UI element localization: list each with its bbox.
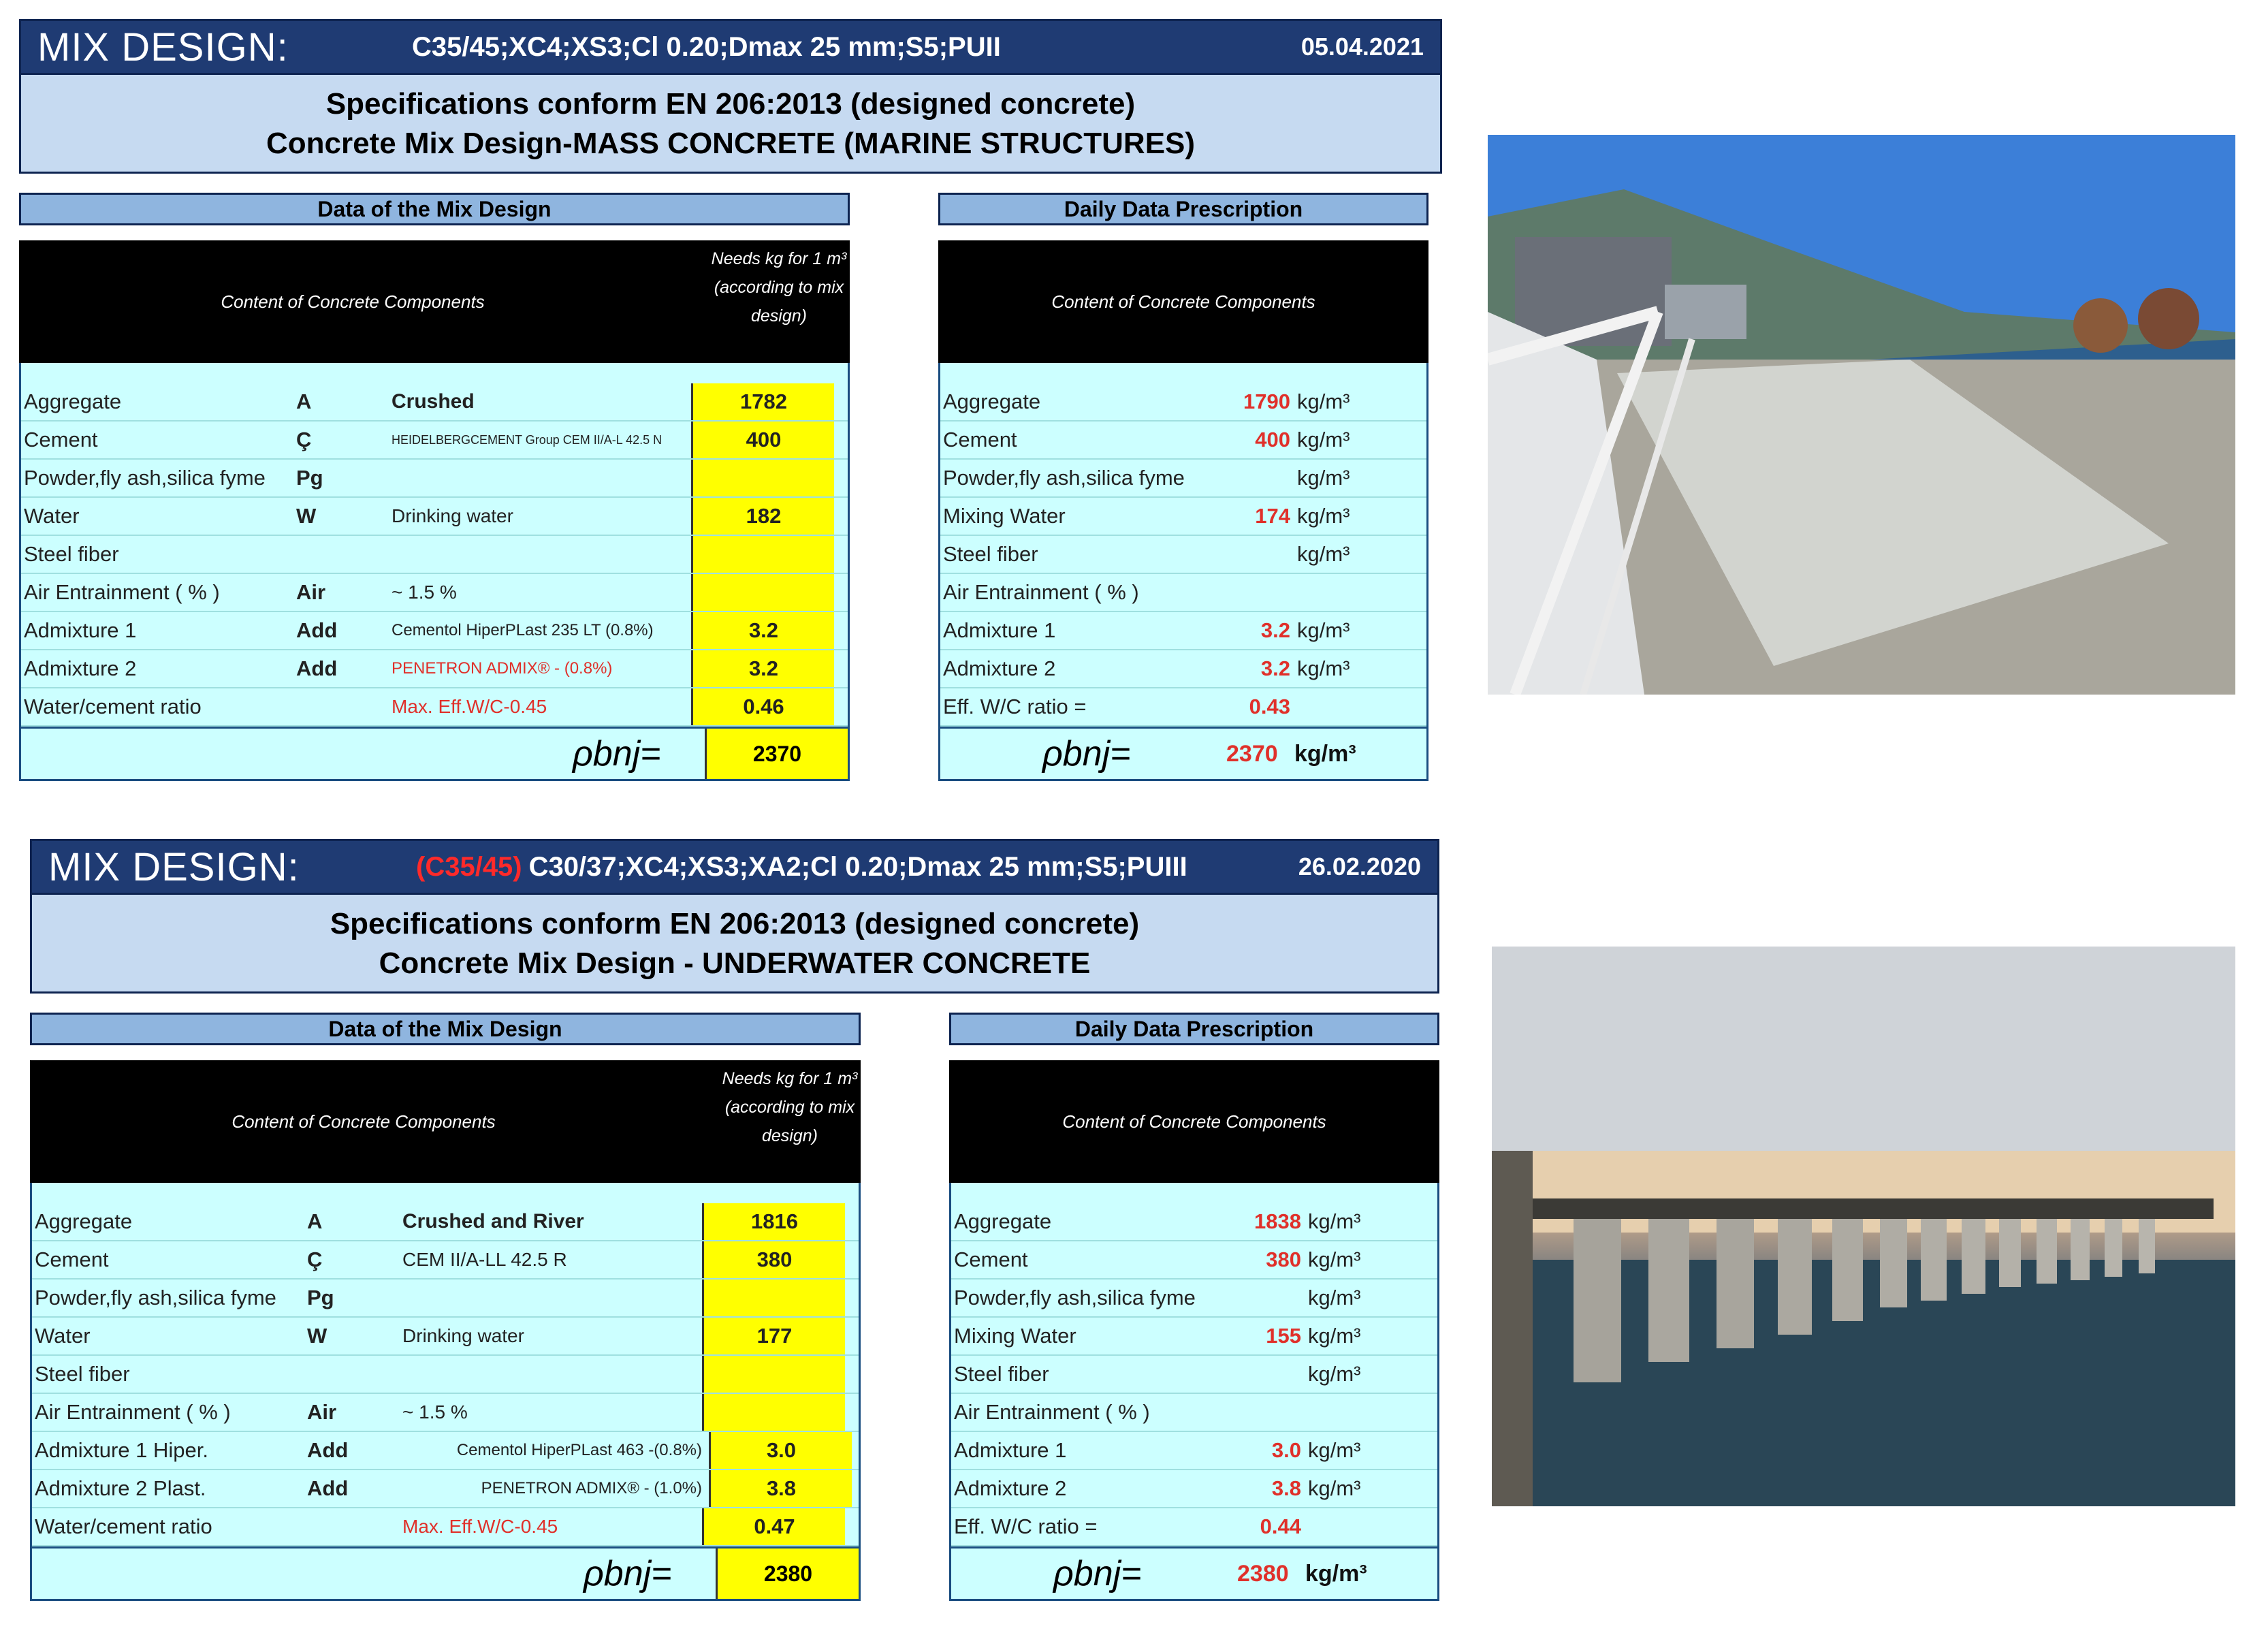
- component-type: Crushed and River: [402, 1210, 584, 1233]
- table-row: [940, 383, 1426, 422]
- component-name: Water: [35, 1324, 91, 1348]
- title-box: [19, 75, 1442, 174]
- needs-label: Needs kg for 1 m³ (according to mix design): [707, 240, 850, 363]
- prescription-unit: kg/m³: [1308, 1248, 1361, 1271]
- prescription-value: 3.2: [1260, 656, 1290, 680]
- prescription-unit: kg/m³: [1297, 656, 1350, 680]
- mix-design-sheet-underwater: [30, 839, 1439, 1632]
- prescription-unit: kg/m³: [1308, 1438, 1361, 1462]
- component-type: PENETRON ADMIX® - (1.0%): [481, 1479, 702, 1497]
- prescription-value: 174: [1255, 504, 1290, 528]
- table-row: [951, 1241, 1437, 1280]
- prescription-name: Cement: [943, 428, 1017, 451]
- table-row: [21, 536, 848, 574]
- table-row: [21, 574, 848, 612]
- prescription-unit: kg/m³: [1308, 1362, 1361, 1386]
- data-blocks: [19, 193, 1442, 792]
- prescription-rows: [938, 363, 1428, 727]
- component-symbol: Ç: [296, 428, 312, 451]
- spec-text: C30/37;XC4;XS3;XA2;Cl 0.20;Dmax 25 mm;S5;PUIII: [528, 851, 1187, 882]
- prescription-unit: kg/m³: [1297, 542, 1350, 566]
- prescription-value: 3.2: [1260, 618, 1290, 642]
- component-type: CEM II/A-LL 42.5 R: [402, 1249, 567, 1270]
- section-title: Daily Data Prescription: [949, 1013, 1439, 1045]
- prescription-name: Eff. W/C ratio =: [954, 1514, 1098, 1538]
- prescription-unit: kg/m³: [1297, 504, 1350, 528]
- components-header: [949, 1060, 1439, 1183]
- component-need: [691, 536, 834, 573]
- underwater-piles-photo: [1492, 947, 2235, 1506]
- component-type: Crushed: [392, 390, 475, 413]
- density-label: ρbnj=: [1053, 1554, 1142, 1593]
- density-row: [19, 727, 850, 781]
- density-label: ρbnj=: [573, 734, 661, 774]
- prescription-unit: kg/m³: [1308, 1286, 1361, 1309]
- components-label: Content of Concrete Components: [1062, 1111, 1326, 1132]
- density-value: 2380: [716, 1548, 859, 1599]
- component-name: Air Entrainment ( % ): [35, 1400, 231, 1424]
- mix-design-data-block: [19, 193, 850, 792]
- prescription-name: Aggregate: [943, 390, 1041, 413]
- table-row: [940, 612, 1426, 650]
- construction-site-illustration: [1488, 135, 2235, 695]
- sheet-header: [30, 839, 1439, 895]
- prescription-unit: kg/m³: [1297, 390, 1350, 413]
- component-name: Aggregate: [35, 1209, 133, 1233]
- component-symbol: Pg: [307, 1286, 334, 1309]
- design-date: 26.02.2020: [1298, 853, 1421, 880]
- component-type: Max. Eff.W/C-0.45: [402, 1516, 558, 1537]
- component-symbol: Add: [296, 618, 338, 642]
- prescription-value: 1838: [1254, 1209, 1301, 1233]
- density-value: 2370: [1226, 740, 1278, 767]
- components-header: [19, 240, 850, 363]
- component-need: 3.2: [691, 612, 834, 649]
- prescription-unit: kg/m³: [1308, 1476, 1361, 1500]
- prescription-rows: [949, 1183, 1439, 1546]
- density-value: 2370: [705, 729, 848, 779]
- component-need: 0.47: [702, 1508, 845, 1545]
- components-header: [30, 1060, 861, 1183]
- component-name: Powder,fly ash,silica fyme: [24, 466, 266, 490]
- prescription-unit: kg/m³: [1297, 466, 1350, 490]
- table-row: [21, 612, 848, 650]
- table-row: [21, 688, 848, 727]
- prescription-name: Cement: [954, 1248, 1028, 1271]
- component-symbol: Add: [307, 1476, 349, 1500]
- component-name: Admixture 1: [24, 618, 137, 642]
- table-row: [21, 650, 848, 688]
- component-symbol: A: [307, 1209, 323, 1233]
- table-row: [951, 1508, 1437, 1546]
- table-row: [940, 574, 1426, 612]
- daily-prescription-block: [938, 193, 1428, 792]
- component-need: 177: [702, 1318, 845, 1354]
- density-row: [949, 1546, 1439, 1601]
- component-type: Max. Eff.W/C-0.45: [392, 696, 547, 717]
- component-name: Cement: [35, 1248, 109, 1271]
- component-name: Water/cement ratio: [24, 695, 202, 718]
- prescription-name: Mixing Water: [943, 504, 1066, 528]
- component-symbol: W: [307, 1324, 328, 1348]
- prescription-unit: kg/m³: [1308, 1324, 1361, 1348]
- component-symbol: Air: [307, 1400, 337, 1424]
- component-need: 400: [691, 422, 834, 458]
- title-box: [30, 895, 1439, 994]
- mix-design-label: MIX DESIGN:: [48, 844, 300, 889]
- table-row: [940, 650, 1426, 688]
- table-row: [32, 1280, 859, 1318]
- table-row: [21, 498, 848, 536]
- component-type: ~ 1.5 %: [392, 582, 457, 603]
- prescription-value: 3.8: [1271, 1476, 1301, 1500]
- density-unit: kg/m³: [1294, 740, 1356, 767]
- component-name: Aggregate: [24, 390, 122, 413]
- prescription-name: Air Entrainment ( % ): [954, 1400, 1150, 1424]
- table-row: [940, 536, 1426, 574]
- table-row: [940, 460, 1426, 498]
- title-line-1: Specifications conform EN 206:2013 (designed concrete): [330, 907, 1140, 940]
- prescription-name: Powder,fly ash,silica fyme: [943, 466, 1185, 490]
- component-symbol: Ç: [307, 1248, 323, 1271]
- component-need: 182: [691, 498, 834, 535]
- spec-text: C35/45;XC4;XS3;Cl 0.20;Dmax 25 mm;S5;PUII: [412, 31, 1001, 62]
- mix-design-label: MIX DESIGN:: [37, 25, 289, 69]
- prescription-value: 0.43: [1249, 695, 1290, 718]
- component-need: [702, 1356, 845, 1393]
- prescription-name: Powder,fly ash,silica fyme: [954, 1286, 1196, 1309]
- component-need: 0.46: [691, 688, 834, 725]
- table-row: [951, 1470, 1437, 1508]
- prescription-value: 0.44: [1260, 1514, 1301, 1538]
- mix-design-data-block: [30, 1013, 861, 1612]
- table-row: [21, 422, 848, 460]
- component-name: Steel fiber: [35, 1362, 130, 1386]
- components-label: Content of Concrete Components: [221, 291, 485, 312]
- component-name: Powder,fly ash,silica fyme: [35, 1286, 276, 1309]
- component-name: Admixture 1 Hiper.: [35, 1438, 208, 1462]
- table-row: [951, 1432, 1437, 1470]
- density-row: [938, 727, 1428, 781]
- component-rows: [30, 1183, 861, 1546]
- table-row: [951, 1203, 1437, 1241]
- component-type: Drinking water: [402, 1325, 524, 1346]
- design-date: 05.04.2021: [1300, 33, 1424, 61]
- component-type: ~ 1.5 %: [402, 1401, 468, 1423]
- components-header: [938, 240, 1428, 363]
- table-row: [32, 1241, 859, 1280]
- concrete-spec: [405, 32, 1301, 63]
- concrete-spec: [416, 852, 1298, 883]
- prescription-name: Admixture 1: [943, 618, 1056, 642]
- component-name: Air Entrainment ( % ): [24, 580, 220, 604]
- section-title: Data of the Mix Design: [30, 1013, 861, 1045]
- table-row: [951, 1280, 1437, 1318]
- prescription-name: Eff. W/C ratio =: [943, 695, 1087, 718]
- prescription-value: 155: [1266, 1324, 1301, 1348]
- component-type: PENETRON ADMIX® - (0.8%): [392, 659, 613, 678]
- table-row: [32, 1394, 859, 1432]
- component-rows: [19, 363, 850, 727]
- table-row: [32, 1508, 859, 1546]
- table-row: [940, 688, 1426, 727]
- component-need: 3.2: [691, 650, 834, 687]
- component-need: [691, 574, 834, 611]
- table-row: [32, 1318, 859, 1356]
- prescription-value: 1790: [1243, 390, 1290, 413]
- table-row: [21, 383, 848, 422]
- component-need: 1782: [691, 383, 834, 420]
- density-unit: kg/m³: [1305, 1560, 1367, 1587]
- component-need: [702, 1280, 845, 1316]
- prescription-unit: kg/m³: [1297, 618, 1350, 642]
- section-title: Data of the Mix Design: [19, 193, 850, 225]
- prescription-unit: kg/m³: [1297, 428, 1350, 451]
- component-name: Admixture 2: [24, 656, 137, 680]
- component-symbol: A: [296, 390, 312, 413]
- component-need: 380: [702, 1241, 845, 1278]
- components-label: Content of Concrete Components: [1051, 291, 1315, 312]
- density-value: 2380: [1237, 1560, 1289, 1587]
- daily-prescription-block: [949, 1013, 1439, 1612]
- title-line-1: Specifications conform EN 206:2013 (designed concrete): [325, 87, 1136, 121]
- prescription-name: Mixing Water: [954, 1324, 1076, 1348]
- table-row: [951, 1394, 1437, 1432]
- underwater-piles-illustration: [1492, 947, 2235, 1506]
- prescription-name: Steel fiber: [954, 1362, 1049, 1386]
- table-row: [951, 1356, 1437, 1394]
- table-row: [32, 1470, 859, 1508]
- prescription-name: Aggregate: [954, 1209, 1052, 1233]
- table-row: [32, 1356, 859, 1394]
- component-name: Cement: [24, 428, 98, 451]
- table-row: [940, 422, 1426, 460]
- table-row: [32, 1203, 859, 1241]
- prescription-value: 3.0: [1271, 1438, 1301, 1462]
- component-need: [702, 1394, 845, 1431]
- prescription-name: Admixture 2: [943, 656, 1056, 680]
- component-need: 1816: [702, 1203, 845, 1240]
- component-type: HEIDELBERGCEMENT Group CEM II/A-L 42.5 N: [392, 433, 662, 447]
- component-symbol: Add: [307, 1438, 349, 1462]
- density-label: ρbnj=: [584, 1554, 672, 1593]
- prescription-name: Air Entrainment ( % ): [943, 580, 1139, 604]
- component-name: Water: [24, 504, 80, 528]
- title-line-2: Concrete Mix Design-MASS CONCRETE (MARINE STRUCTURES): [266, 127, 1196, 160]
- old-strength-class: (C35/45): [416, 851, 522, 882]
- component-name: Admixture 2 Plast.: [35, 1476, 206, 1500]
- prescription-name: Admixture 1: [954, 1438, 1067, 1462]
- prescription-value: 380: [1266, 1248, 1301, 1271]
- table-row: [951, 1318, 1437, 1356]
- component-symbol: Air: [296, 580, 326, 604]
- component-need: 3.0: [709, 1432, 852, 1469]
- prescription-value: 400: [1255, 428, 1290, 451]
- component-name: Water/cement ratio: [35, 1514, 212, 1538]
- prescription-name: Admixture 2: [954, 1476, 1067, 1500]
- section-title: Daily Data Prescription: [938, 193, 1428, 225]
- mix-design-sheet-marine: [19, 19, 1442, 812]
- component-need: [691, 460, 834, 496]
- table-row: [32, 1432, 859, 1470]
- component-symbol: Add: [296, 656, 338, 680]
- needs-label: Needs kg for 1 m³ (according to mix design): [718, 1060, 861, 1183]
- component-type: Cementol HiperPLast 235 LT (0.8%): [392, 621, 654, 639]
- data-blocks: [30, 1013, 1439, 1612]
- density-row: [30, 1546, 861, 1601]
- table-row: [21, 460, 848, 498]
- component-symbol: W: [296, 504, 317, 528]
- component-symbol: Pg: [296, 466, 323, 490]
- prescription-unit: kg/m³: [1308, 1209, 1361, 1233]
- sheet-header: [19, 19, 1442, 75]
- construction-site-photo: [1488, 135, 2235, 695]
- title-line-2: Concrete Mix Design - UNDERWATER CONCRETE: [379, 947, 1091, 980]
- components-label: Content of Concrete Components: [232, 1111, 496, 1132]
- table-row: [940, 498, 1426, 536]
- prescription-name: Steel fiber: [943, 542, 1038, 566]
- density-label: ρbnj=: [1042, 734, 1131, 774]
- component-name: Steel fiber: [24, 542, 119, 566]
- component-need: 3.8: [709, 1470, 852, 1507]
- component-type: Drinking water: [392, 505, 513, 526]
- component-type: Cementol HiperPLast 463 -(0.8%): [456, 1441, 702, 1459]
